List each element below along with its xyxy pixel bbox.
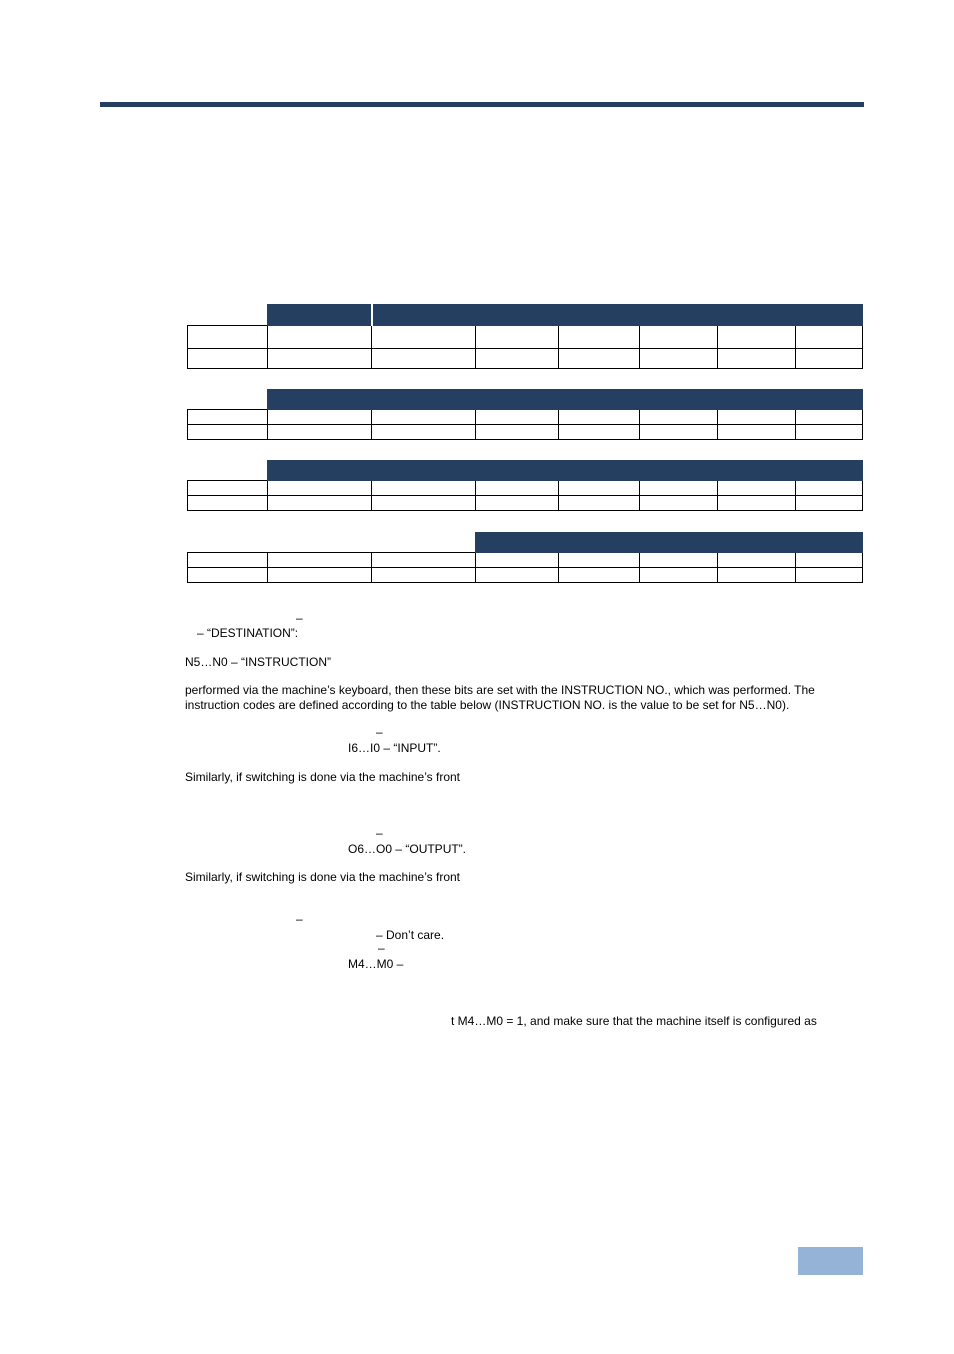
table-row [188,496,863,511]
byte-table-4 [187,532,863,583]
dont-care-label: – Don’t care. [376,928,445,942]
machine-bits-note: t M4…M0 = 1, and make sure that the machine itself is configured as [451,1014,817,1028]
input-paragraph: Similarly, if switching is done via the machine’s front [185,770,461,784]
page-number-box [798,1247,863,1275]
table-header-cell [268,305,372,326]
output-label: O6…O0 – “OUTPUT”. [348,842,467,856]
instruction-paragraph-line-2: instruction codes are defined according to the table below (INSTRUCTION NO. is the value to be set for N5…N0). [185,698,790,712]
machine-bits-label: M4…M0 – [348,957,404,971]
table-row [188,410,863,425]
table-header-cell [268,390,863,410]
output-paragraph: Similarly, if switching is done via the machine’s front [185,870,461,884]
dash-mark: – [378,941,385,955]
table-row [188,568,863,583]
table-row [188,481,863,496]
instruction-label: N5…N0 – “INSTRUCTION” [185,655,332,669]
table-header-cell [372,305,863,326]
destination-label: – “DESTINATION”: [197,626,299,640]
table-header-cell [268,461,863,481]
table-header-cell [476,533,863,553]
instruction-paragraph-line-1: performed via the machine’s keyboard, then these bits are set with the INSTRUCTION NO., which was performed. The [185,683,815,697]
table-row [188,326,863,349]
input-label: I6…I0 – “INPUT”. [348,741,441,755]
dash-mark: – [296,912,303,926]
byte-table-3 [187,460,863,511]
header-rule [100,102,864,107]
byte-table-1 [187,304,863,369]
dash-mark: – [376,826,383,840]
table-row [188,425,863,440]
table-row [188,349,863,369]
dash-mark: – [376,725,383,739]
byte-table-2 [187,389,863,440]
table-row [188,553,863,568]
dash-mark: – [296,611,303,625]
